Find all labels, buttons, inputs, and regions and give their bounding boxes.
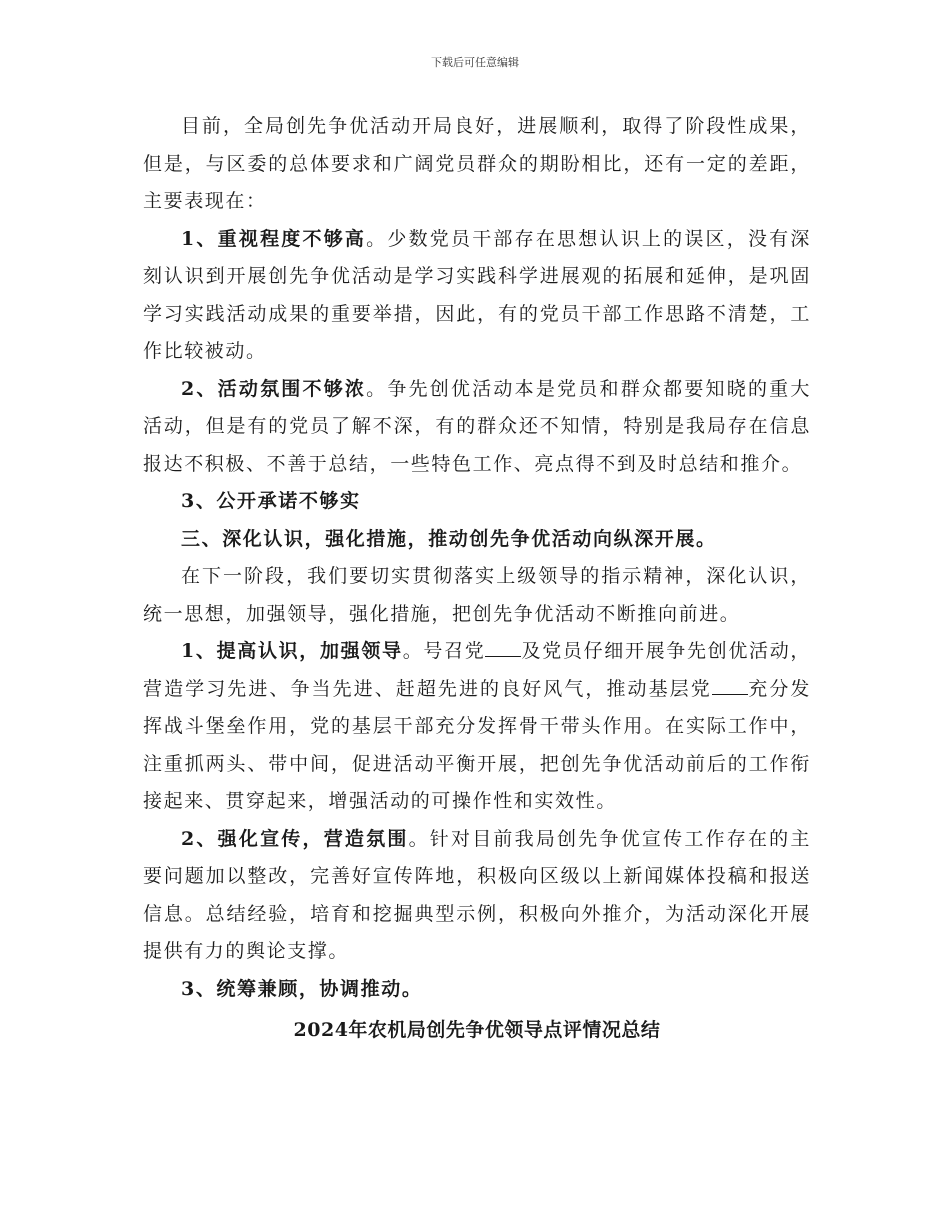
paragraph-text: 。针对目前我局创先争优宣传工作存在的主要问题加以整改，完善好宣传阵地，积极向区级以上新闻媒体投稿和报送信息。总结经验，培育和挖掘典型示例，积极向外推介，为活动深化开展提供有力的舆论支撑。 [143, 827, 811, 962]
paragraph-heading: 2、强化宣传，营造氛围 [181, 827, 409, 850]
paragraph-heading: 2、活动氛围不够浓 [181, 377, 367, 400]
paragraph-heading: 1、重视程度不够高 [181, 227, 367, 250]
paragraph-intro: 目前，全局创先争优活动开局良好，进展顺利，取得了阶段性成果，但是，与区委的总体要求和广阔党员群众的期盼相比，还有一定的差距，主要表现在： [143, 115, 811, 212]
paragraph-publicity [143, 821, 811, 971]
paragraph-text: 及党员仔细开展争先创优活动，营造学习先进、争当先进、赶超先进的良好风气，推动基层党 [143, 640, 811, 700]
paragraph-text: 充分发挥战斗堡垒作用，党的基层干部充分发挥骨干带头作用。在实际工作中，注重抓两头、带中间，促进活动平衡开展，把创先争优活动前后的工作衔接起来、贯穿起来，增强活动的可操作性和实效性。 [143, 677, 811, 812]
blank-underline [712, 676, 748, 695]
paragraph-importance [143, 221, 811, 371]
document-title: 2024年农机局创先争优领导点评情况总结 [293, 1019, 661, 1041]
blank-underline [485, 638, 521, 657]
paragraph-atmosphere [143, 371, 811, 484]
paragraph-text: 。号召党 [402, 640, 486, 662]
paragraph-text: 。少数党员干部存在思想认识上的误区，没有深刻认识到开展创先争优活动是学习实践科学进展观的拓展和延伸，是巩固学习实践活动成果的重要举措，因此，有的党员干部工作思路不清楚，工作比较被动。 [143, 227, 811, 362]
paragraph-commitment: 3、公开承诺不够实 [181, 490, 361, 512]
paragraph-text: 。争先创优活动本是党员和群众都要知晓的重大活动，但是有的党员了解不深，有的群众还不知情，特别是我局存在信息报达不积极、不善于总结，一些特色工作、亮点得不到及时总结和推介。 [143, 377, 811, 475]
paragraph-heading: 1、提高认识，加强领导 [181, 640, 403, 662]
paragraph-leadership [143, 633, 811, 821]
section-heading-three: 三、深化认识，强化措施，推动创先争优活动向纵深开展。 [181, 527, 717, 550]
document-body [143, 108, 811, 1050]
paragraph-next-stage: 在下一阶段，我们要切实贯彻落实上级领导的指示精神，深化认识，统一思想，加强领导，强化措施，把创先争优活动不断推向前进。 [143, 565, 811, 625]
page-header: 下载后可任意编辑 [431, 56, 519, 69]
paragraph-coordination: 3、统筹兼顾，协调推动。 [181, 977, 423, 1000]
